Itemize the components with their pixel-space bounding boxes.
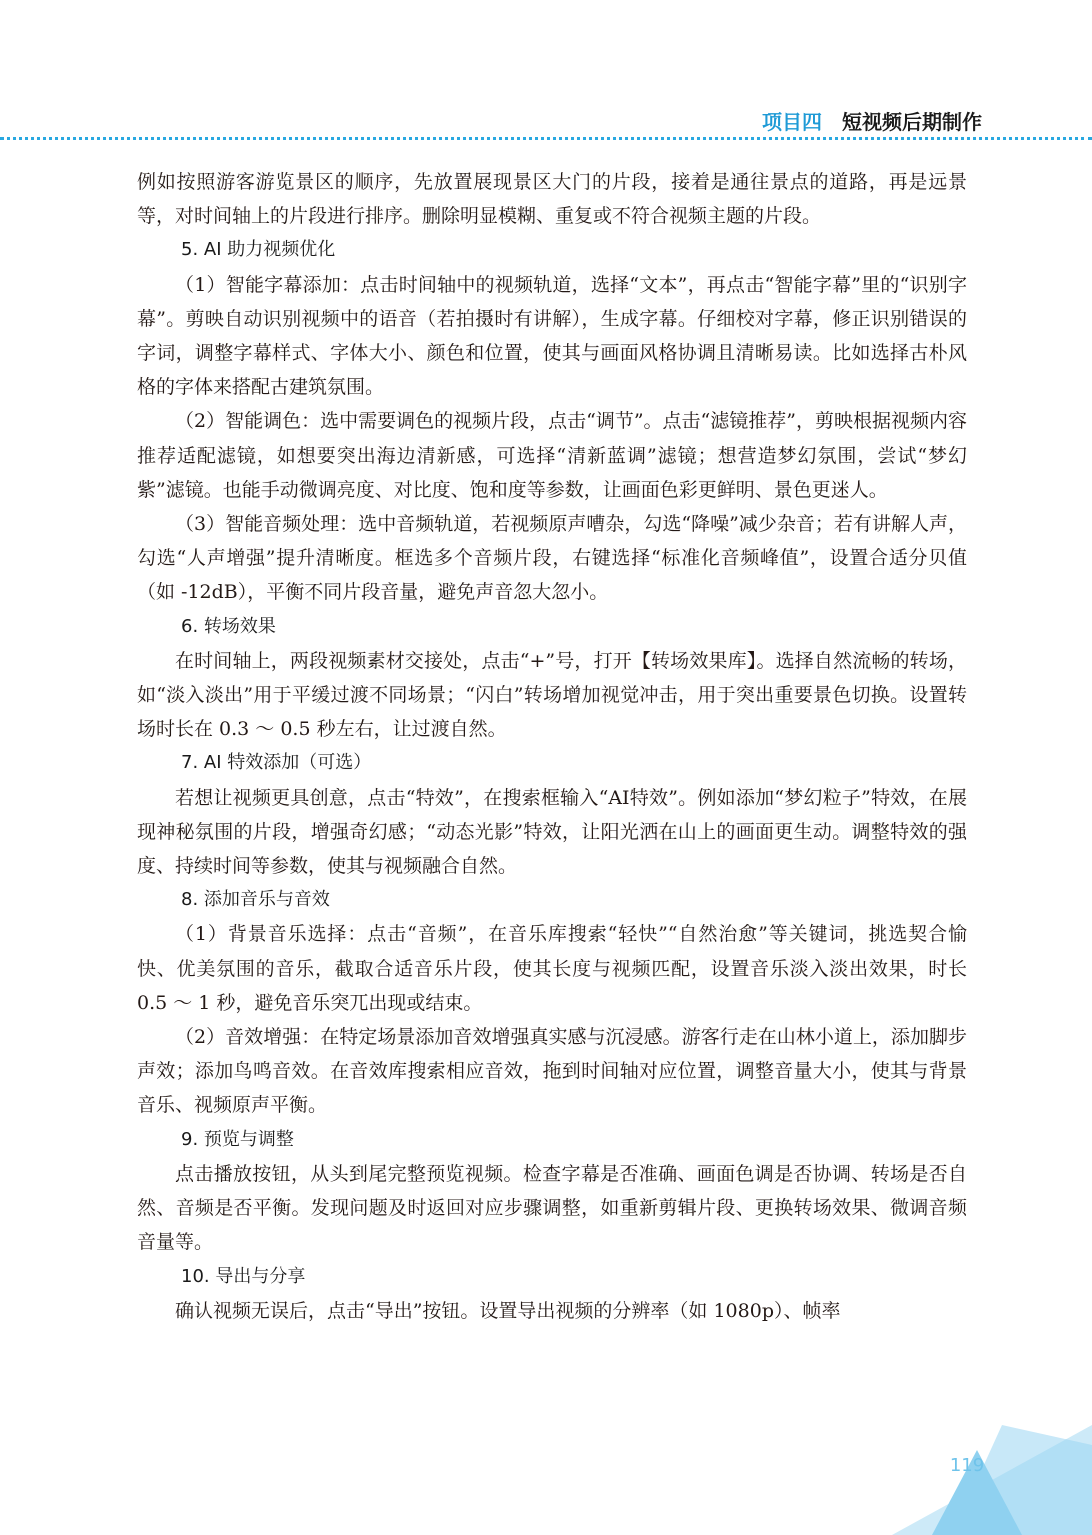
section-heading: 5. AI 助力视频优化 [181, 239, 336, 261]
section-heading: 10. 导出与分享 [181, 1265, 306, 1287]
section-heading: 6. 转场效果 [181, 615, 276, 637]
section-heading: 8. 添加音乐与音效 [181, 889, 330, 911]
section-heading: 9. 预览与调整 [181, 1128, 294, 1150]
running-header [0, 100, 1092, 140]
body-paragraph: （1）智能字幕添加：点击时间轴中的视频轨道，选择“文本”，再点击“智能字幕”里的“识别字幕”。剪映自动识别视频中的语音（若拍摄时有讲解），生成字幕。仔细校对字幕，修正识别错误的字词，调整字幕样式、字体大小、颜色和位置，使其与画面风格协调且清晰易读。比如选择古朴风格的字体来搭配古建筑氛围。 [137, 273, 967, 399]
body-paragraph: 点击播放按钮，从头到尾完整预览视频。检查字幕是否准确、画面色调是否协调、转场是否自然、音频是否平衡。发现问题及时返回对应步骤调整，如重新剪辑片段、更换转场效果、微调音频音量等。 [137, 1162, 967, 1254]
body-paragraph: （2）音效增强：在特定场景添加音效增强真实感与沉浸感。游客行走在山林小道上，添加脚步声效；添加鸟鸣音效。在音效库搜索相应音效，拖到时间轴对应位置，调整音量大小，使其与背景音乐、视频原声平衡。 [137, 1026, 967, 1117]
header-dotted-rule [0, 137, 1092, 140]
section-heading: 7. AI 特效添加（可选） [181, 752, 372, 774]
body-paragraph: （3）智能音频处理：选中音频轨道，若视频原声嘈杂，勾选“降噪”减少杂音；若有讲解人声，勾选“人声增强”提升清晰度。框选多个音频片段，右键选择“标准化音频峰值”，设置合适分贝值（如 -12dB），平衡不同片段音量，避免声音忽大忽小。 [137, 513, 967, 604]
body-paragraph: （2）智能调色：选中需要调色的视频片段，点击“调节”。点击“滤镜推荐”，剪映根据视频内容推荐适配滤镜，如想要突出海边清新感，可选择“清新蓝调”滤镜；想营造梦幻氛围，尝试“梦幻紫”滤镜。也能手动微调亮度、对比度、饱和度等参数，让画面色彩更鲜明、景色更迷人。 [137, 410, 967, 501]
header-title [762, 106, 982, 135]
page-number: 119 [949, 1455, 985, 1476]
page-body [137, 165, 967, 1328]
body-paragraph: 在时间轴上，两段视频素材交接处，点击“+”号，打开【转场效果库】。选择自然流畅的转场，如“淡入淡出”用于平缓过渡不同场景；“闪白”转场增加视觉冲击，用于突出重要景色切换。设置转场时长在 0.3 ～ 0.5 秒左右，让过渡自然。 [137, 649, 967, 741]
header-chapter-title: 短视频后期制作 [842, 110, 982, 134]
body-paragraph: （1）背景音乐选择：点击“音频”，在音乐库搜索“轻快”“自然治愈”等关键词，挑选契合愉快、优美氛围的音乐，截取合适音乐片段，使其长度与视频匹配，设置音乐淡入淡出效果，时长 0.5 ～ 1 秒，避免音乐突兀出现或结束。 [137, 923, 967, 1014]
header-project-label: 项目四 [762, 110, 822, 134]
body-paragraph: 若想让视频更具创意，点击“特效”，在搜索框输入“AI特效”。例如添加“梦幻粒子”特效，在展现神秘氛围的片段，增强奇幻感；“动态光影”特效，让阳光洒在山上的画面更生动。调整特效的强度、持续时间等参数，使其与视频融合自然。 [137, 786, 967, 878]
body-paragraph: 例如按照游客游览景区的顺序，先放置展现景区大门的片段，接着是通往景点的道路，再是远景等，对时间轴上的片段进行排序。删除明显模糊、重复或不符合视频主题的片段。 [137, 171, 967, 228]
body-paragraph: 确认视频无误后，点击“导出”按钮。设置导出视频的分辨率（如 1080p）、帧率 [175, 1299, 841, 1322]
corner-triangle-decoration [892, 1425, 1092, 1535]
